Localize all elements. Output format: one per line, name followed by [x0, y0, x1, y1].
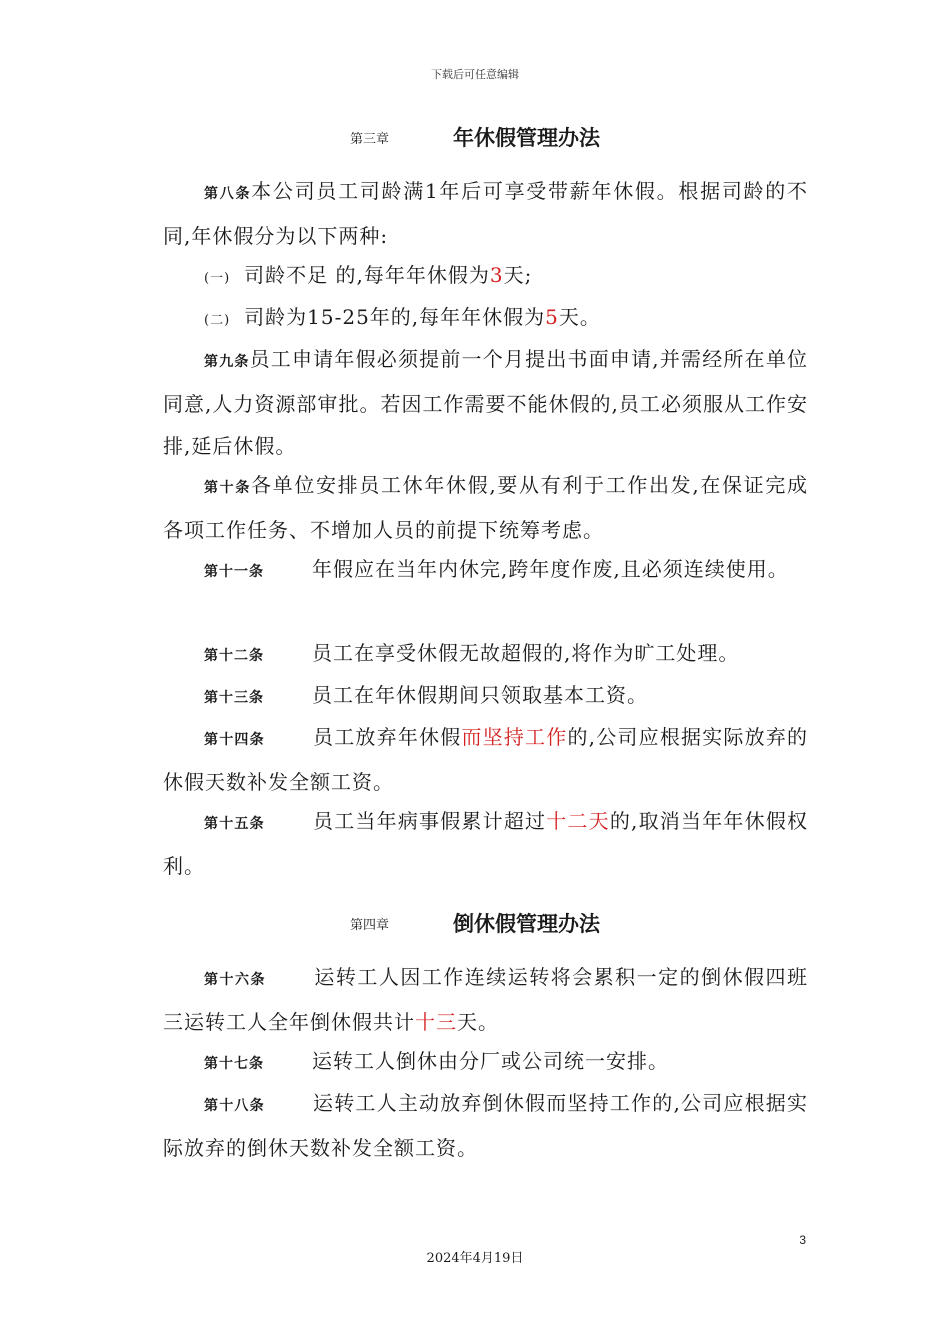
article-label: 第十七条 — [204, 1056, 264, 1072]
article-label: 第十三条 — [204, 690, 264, 706]
item-number: (一) — [204, 271, 231, 286]
article-label: 第十四条 — [204, 732, 265, 748]
chapter-heading — [0, 122, 950, 152]
item-text: 司龄为15-25年的,每年年休假为 — [244, 305, 546, 329]
article-9 — [163, 338, 808, 467]
chapter-title: 倒休假管理办法 — [453, 912, 600, 936]
article-text: 员工在年休假期间只领取基本工资。 — [312, 683, 648, 707]
item-text-end: 天。 — [558, 305, 601, 329]
article-text: 员工当年病事假累计超过 — [312, 809, 547, 833]
header-note: 下载后可任意编辑 — [431, 68, 519, 81]
article-17 — [163, 1040, 808, 1085]
article-text: 员工申请年假必须提前一个月提出书面申请,并需经所在单位同意,人力资源部审批。若因工作需要不能休假的,员工必须服从工作安排,延后休假。 — [163, 347, 809, 458]
article-13 — [163, 674, 808, 719]
highlight-text: 十三 — [415, 1010, 457, 1034]
article-text: 运转工人因工作连续运转将会累积一定的倒休假四班三运转工人全年倒休假共计 — [163, 965, 809, 1034]
article-8 — [163, 170, 808, 257]
item-number: (二) — [204, 313, 231, 328]
article-text: 员工放弃年休假 — [312, 725, 462, 749]
article-text: 年假应在当年内休完,跨年度作废,且必须连续使用。 — [312, 557, 789, 581]
article-text-end: 的,取消当年年休假权利。 — [163, 809, 809, 878]
item-text-end: 天; — [503, 263, 533, 287]
article-label: 第十八条 — [204, 1098, 265, 1114]
highlight-text: 而坚持工作 — [461, 725, 568, 749]
article-text: 运转工人主动放弃倒休假而坚持工作的,公司应根据实际放弃的倒休天数补发全额工资。 — [163, 1091, 809, 1160]
chapter-number: 第四章 — [349, 917, 389, 933]
chapter-heading — [0, 908, 950, 938]
article-14 — [163, 716, 808, 803]
chapter-title: 年休假管理办法 — [453, 126, 600, 150]
article-text: 本公司员工司龄满1年后可享受带薪年休假。根据司龄的不同,年休假分为以下两种: — [163, 179, 808, 248]
article-11 — [163, 548, 808, 593]
list-item — [204, 254, 532, 300]
article-label: 第十一条 — [204, 564, 264, 580]
article-18 — [163, 1082, 808, 1169]
article-label: 第九条 — [204, 354, 250, 370]
page-number: 3 — [799, 1233, 806, 1247]
article-text-end: 的,公司应根据实际放弃的休假天数补发全额工资。 — [163, 725, 809, 794]
article-text: 员工在享受休假无故超假的,将作为旷工处理。 — [312, 641, 740, 665]
highlight-value: 5 — [545, 305, 559, 329]
article-label: 第十二条 — [204, 648, 264, 664]
article-10 — [163, 464, 808, 551]
article-label: 第八条 — [204, 186, 252, 202]
article-12 — [163, 632, 808, 677]
article-label: 第十六条 — [204, 972, 266, 988]
chapter-number: 第三章 — [349, 131, 389, 147]
list-item — [204, 296, 601, 342]
highlight-value: 3 — [489, 263, 504, 287]
article-text: 运转工人倒休由分厂或公司统一安排。 — [312, 1049, 669, 1073]
article-label: 第十五条 — [204, 816, 265, 832]
article-text: 各单位安排员工休年休假,要从有利于工作出发,在保证完成各项工作任务、不增加人员的前提下统筹考虑。 — [163, 473, 809, 542]
item-text: 司龄不足 的,每年年休假为 — [244, 263, 490, 287]
article-label: 第十条 — [204, 480, 251, 496]
footer-date: 2024年4月19日 — [426, 1251, 524, 1266]
article-15 — [163, 800, 808, 887]
highlight-text: 十二天 — [546, 809, 610, 833]
article-text-end: 天。 — [457, 1010, 499, 1034]
article-16 — [163, 956, 808, 1043]
